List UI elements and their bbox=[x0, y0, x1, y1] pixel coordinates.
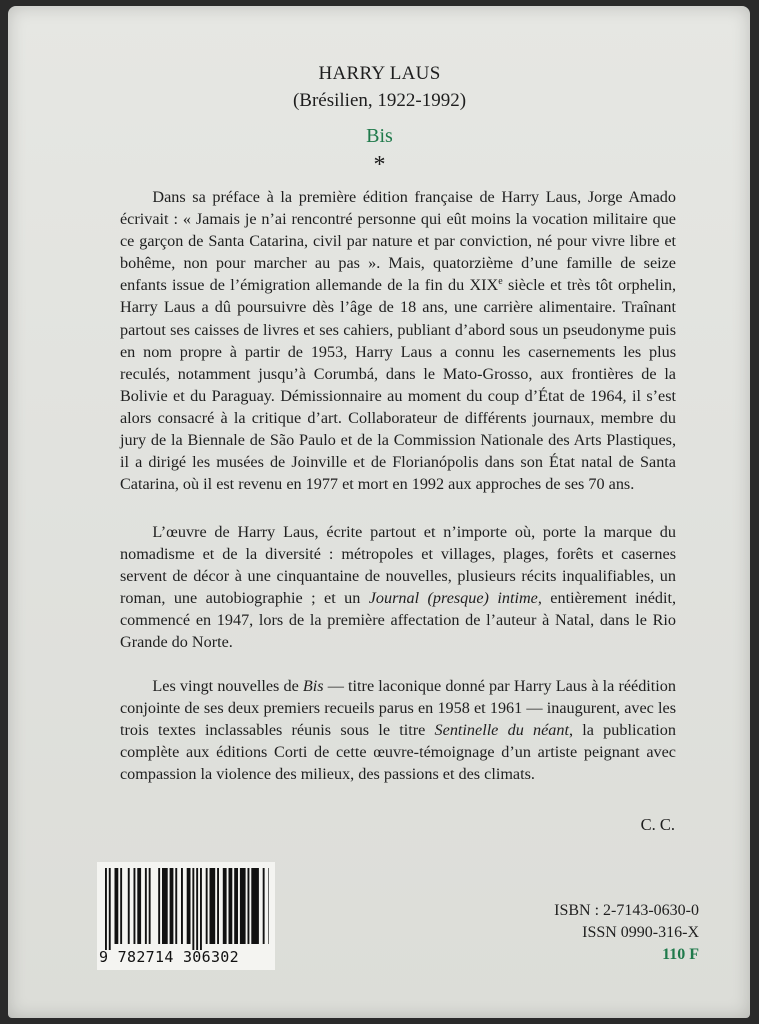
paragraph-text: — titre laconique donné par Harry Laus à la réédition conjointe de ses deux premiers recueils parus en 1958 et 1961 — inaugurent, avec les trois textes inclassables réunis sous le titre bbox=[120, 677, 676, 740]
paragraph-text: Dans sa préface à la première édition française de Harry Laus, Jorge Amado écrivait : « Jamais je n’ai rencontré personne qui eût moins la vocation militaire que ce garçon de Santa Catarina, civil par nature et par conviction, né pour vivre libre et bohême, non pour marcher au pas ». Mais, quatorzième d’une famille de seize enfants issue de l’émigration allemande de la fin du XIX bbox=[120, 188, 676, 295]
barcode-digits: 9 782714 306302 bbox=[99, 948, 239, 966]
barcode-bar bbox=[200, 868, 202, 950]
barcode-bar bbox=[105, 868, 107, 950]
barcode-bar bbox=[223, 868, 227, 944]
barcode-bar bbox=[149, 868, 151, 944]
paragraph-text: L’œuvre de Harry Laus, écrite partout et n’importe où, porte la marque du nomadisme et de la diversité : métropoles et villages, plages, forêts et casernes servent de décor à une cinquantaine de nouvelles, plusieurs récits inqualifiables, un roman, une autobiographie ; et un bbox=[120, 523, 676, 608]
barcode-bars bbox=[103, 868, 269, 950]
paragraph-text: , entièrement inédit, commencé en 1947, lors de la première affectation de l’auteur à Natal, dans le Rio Grande do Norte. bbox=[120, 589, 677, 652]
barcode-bar bbox=[128, 868, 130, 944]
barcode-bar bbox=[217, 868, 219, 944]
isbn-barcode bbox=[97, 862, 275, 970]
book-title: Bis bbox=[366, 125, 393, 147]
barcode-bar bbox=[137, 868, 141, 944]
barcode-bar bbox=[263, 868, 265, 944]
italic-title: Bis bbox=[302, 677, 324, 695]
price-label: 110 F bbox=[662, 946, 699, 963]
barcode-bar bbox=[248, 868, 250, 944]
author-nationality-dates: (Brésilien, 1922-1992) bbox=[292, 90, 467, 111]
author-name: HARRY LAUS bbox=[318, 63, 441, 84]
barcode-bar bbox=[134, 868, 136, 944]
blurb-paragraph-oeuvre bbox=[120, 521, 676, 654]
barcode-bar bbox=[229, 868, 233, 944]
barcode-bar bbox=[206, 868, 208, 944]
italic-title: Sentinelle du néant bbox=[434, 721, 569, 740]
barcode-bar bbox=[181, 868, 183, 944]
paragraph-text: Les vingt nouvelles de bbox=[152, 677, 303, 695]
barcode-bar bbox=[109, 868, 111, 950]
barcode-bar bbox=[145, 868, 147, 944]
blurb-signature: C. C. bbox=[640, 815, 675, 834]
paragraph-text: , la publication complète aux éditions Corti de cette œuvre-témoignage d’un artiste peignant avec compassion la violence des milieux, des passions et des climats. bbox=[120, 721, 676, 784]
barcode-bar bbox=[196, 868, 198, 950]
italic-title: Journal (presque) intime bbox=[368, 589, 538, 608]
barcode-bar bbox=[170, 868, 174, 944]
paragraph-text: siècle et très tôt orphelin, Harry Laus a dû poursuivre dès l’âge de 18 ans, une carrière alimentaire. Traînant partout ses caisses de livres et ses cahiers, publiant d’abord sous un pseudonyme puis en nom propre à partir de 1953, Harry Laus a connu les casernements les plus reculés, notamment jusqu’à Corumbá, dans le Mato-Grosso, aux frontières de la Bolivie et du Paraguay. Démissionnaire au moment du coup d’État de 1964, il s’est alors consacré à la critique d’art. Collaborateur de différents journaux, membre du jury de la Biennale de São Paulo et de la Commission Nationale des Arts Plastiques, il a dirigé les musées de Joinville et de Florianópolis dans son État natal de Santa Catarina, où il est revenu en 1977 et mort en 1992 aux approches de ses 70 ans. bbox=[120, 276, 677, 494]
superscript-text: e bbox=[498, 276, 503, 288]
publication-codes bbox=[554, 900, 699, 966]
blurb-paragraph-bis bbox=[120, 675, 676, 785]
barcode-bar bbox=[240, 868, 246, 944]
barcode-bar bbox=[210, 868, 216, 944]
barcode-bar bbox=[175, 868, 177, 944]
issn-number: ISSN 0990-316-X bbox=[582, 924, 699, 941]
barcode-bar bbox=[192, 868, 194, 950]
barcode-bar bbox=[158, 868, 160, 944]
barcode-bar bbox=[162, 868, 168, 944]
barcode-bar bbox=[268, 868, 269, 944]
blurb-paragraph-biography bbox=[120, 186, 676, 495]
barcode-bar bbox=[115, 868, 119, 944]
ornament-asterisk: * bbox=[373, 152, 386, 178]
isbn-number: ISBN : 2-7143-0630-0 bbox=[554, 902, 699, 919]
barcode-bar bbox=[234, 868, 238, 944]
barcode-bar bbox=[187, 868, 191, 944]
barcode-bar bbox=[251, 868, 259, 944]
barcode-bar bbox=[120, 868, 122, 944]
